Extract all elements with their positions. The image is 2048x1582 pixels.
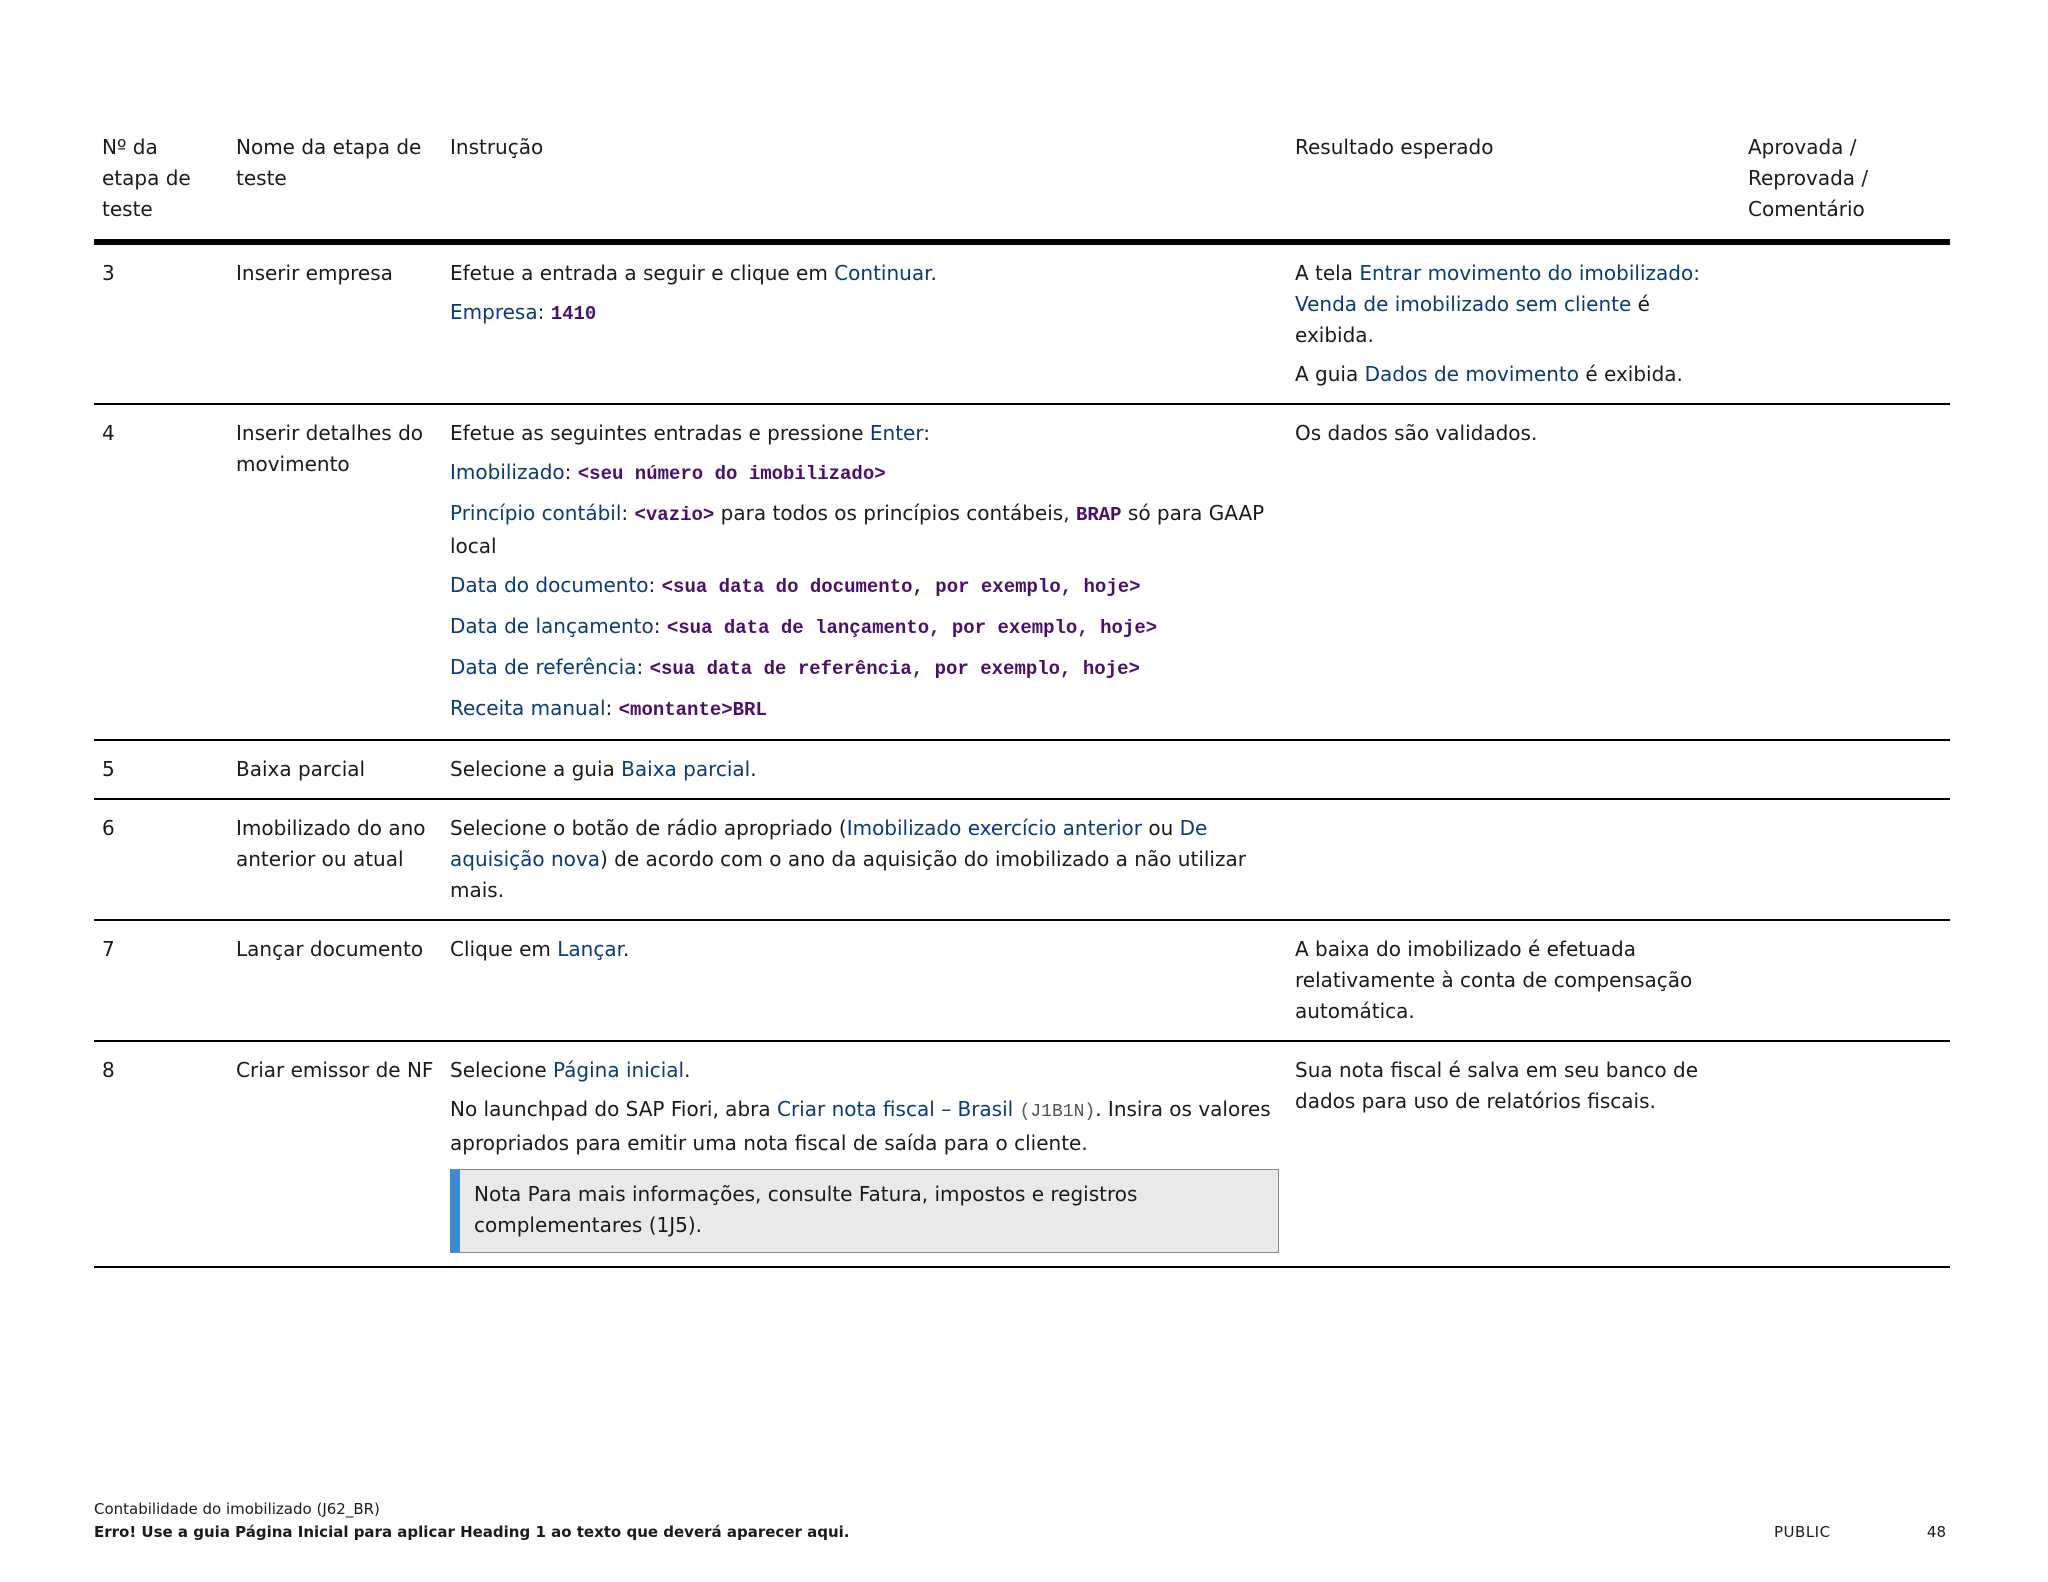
table-row [94,404,1950,740]
table-row [94,1041,1950,1267]
header-pass-fail-comment: Aprovada / Reprovada / Comentário [1740,128,1950,242]
transaction-code: (J1B1N) [1019,1102,1096,1122]
instruction-paragraph: Imobilizado: <seu número do imobilizado> [450,460,886,485]
step-name: Inserir empresa [228,242,442,404]
input-value: <sua data de referência, por exemplo, hoje> [649,658,1140,680]
expected-result [1287,1041,1740,1267]
input-value: <montante>BRL [618,699,767,721]
instruction-paragraph: Receita manual: <montante>BRL [450,696,767,721]
step-name: Criar emissor de NF [228,1041,442,1267]
ui-term: Empresa [450,300,538,324]
footer-page-number: 48 [1926,1523,1946,1541]
instruction-paragraph: No launchpad do SAP Fiori, abra Criar nota fiscal – Brasil (J1B1N). Insira os valores apropriados para emitir uma nota fiscal de saída para o cliente. [450,1097,1271,1155]
table-row [94,799,1950,920]
pass-fail-comment [1740,799,1950,920]
ui-term: Página inicial [553,1058,685,1082]
ui-term: Data de referência [450,655,637,679]
ui-term: Criar nota fiscal – Brasil [776,1097,1014,1121]
expected-result [1287,242,1740,404]
instruction-paragraph: Data de lançamento: <sua data de lançamento, por exemplo, hoje> [450,614,1158,639]
instruction-paragraph: Clique em Lançar. [450,937,630,961]
pass-fail-comment [1740,740,1950,799]
ui-term: Data de lançamento [450,614,654,638]
instruction-paragraph: Efetue a entrada a seguir e clique em Continuar. [450,261,937,285]
ui-term: Princípio contábil [450,501,622,525]
result-paragraph: A tela Entrar movimento do imobilizado: Venda de imobilizado sem cliente é exibida. [1295,261,1700,347]
header-instruction: Instrução [442,128,1287,242]
ui-term: Baixa parcial [621,757,751,781]
expected-result [1287,799,1740,920]
ui-term: Data do documento [450,573,649,597]
instruction-paragraph: Empresa: 1410 [450,300,597,325]
input-value: <sua data de lançamento, por exemplo, hoje> [666,617,1158,639]
result-paragraph: Sua nota fiscal é salva em seu banco de dados para uso de relatórios fiscais. [1295,1058,1698,1113]
step-instruction [442,1041,1287,1267]
footer-classification: PUBLIC [1774,1523,1831,1541]
ui-term: De aquisição nova [450,816,1208,871]
ui-term: Imobilizado exercício anterior [846,816,1142,840]
table-row [94,920,1950,1041]
input-value: BRAP [1075,504,1122,526]
expected-result [1287,740,1740,799]
step-name: Lançar documento [228,920,442,1041]
pass-fail-comment [1740,920,1950,1041]
document-page [94,128,1950,1268]
header-step-number: Nº da etapa de teste [94,128,228,242]
step-number: 7 [94,920,228,1041]
ui-term: Enter [869,421,924,445]
instruction-paragraph: Efetue as seguintes entradas e pressione Enter: [450,421,930,445]
ui-term: Receita manual [450,696,606,720]
step-number: 5 [94,740,228,799]
pass-fail-comment [1740,1041,1950,1267]
result-paragraph: Os dados são validados. [1295,421,1538,445]
step-name: Imobilizado do ano anterior ou atual [228,799,442,920]
footer-document-title: Contabilidade do imobilizado (J62_BR) [94,1500,380,1518]
ui-term: Lançar [557,937,623,961]
table-header-row [94,128,1950,242]
expected-result [1287,404,1740,740]
step-number: 8 [94,1041,228,1267]
step-number: 3 [94,242,228,404]
pass-fail-comment [1740,404,1950,740]
step-instruction [442,740,1287,799]
input-value: <seu número do imobilizado> [577,463,886,485]
result-paragraph: A baixa do imobilizado é efetuada relativamente à conta de compensação automática. [1295,937,1693,1023]
note-box: Nota Para mais informações, consulte Fatura, impostos e registros complementares (1J5). [450,1169,1279,1253]
input-value: 1410 [550,303,597,325]
step-instruction [442,799,1287,920]
footer-error-text: Erro! Use a guia Página Inicial para aplicar Heading 1 ao texto que deverá aparecer aqui. [94,1523,850,1541]
instruction-paragraph: Selecione Página inicial. [450,1058,691,1082]
step-number: 4 [94,404,228,740]
instruction-paragraph: Princípio contábil: <vazio> para todos os princípios contábeis, BRAP só para GAAP local [450,501,1265,558]
step-instruction [442,404,1287,740]
input-value: <vazio> [634,504,715,526]
pass-fail-comment [1740,242,1950,404]
instruction-paragraph: Selecione a guia Baixa parcial. [450,757,757,781]
expected-result [1287,920,1740,1041]
test-steps-table [94,128,1950,1268]
ui-term: Continuar [834,261,931,285]
step-name: Inserir detalhes do movimento [228,404,442,740]
instruction-paragraph: Selecione o botão de rádio apropriado (Imobilizado exercício anterior ou De aquisição nova) de acordo com o ano da aquisição do imobilizado a não utilizar mais. [450,816,1246,902]
table-row [94,242,1950,404]
ui-term: Imobilizado [450,460,565,484]
instruction-paragraph: Data de referência: <sua data de referência, por exemplo, hoje> [450,655,1140,680]
input-value: <sua data do documento, por exemplo, hoje> [661,576,1141,598]
step-instruction [442,920,1287,1041]
header-expected-result: Resultado esperado [1287,128,1740,242]
ui-term: Entrar movimento do imobilizado: Venda de imobilizado sem cliente [1295,261,1700,316]
ui-term: Dados de movimento [1364,362,1579,386]
step-name: Baixa parcial [228,740,442,799]
result-paragraph: A guia Dados de movimento é exibida. [1295,362,1683,386]
table-row [94,740,1950,799]
step-number: 6 [94,799,228,920]
step-instruction [442,242,1287,404]
page-footer [94,1498,1950,1544]
instruction-paragraph: Data do documento: <sua data do documento, por exemplo, hoje> [450,573,1141,598]
header-step-name: Nome da etapa de teste [228,128,442,242]
